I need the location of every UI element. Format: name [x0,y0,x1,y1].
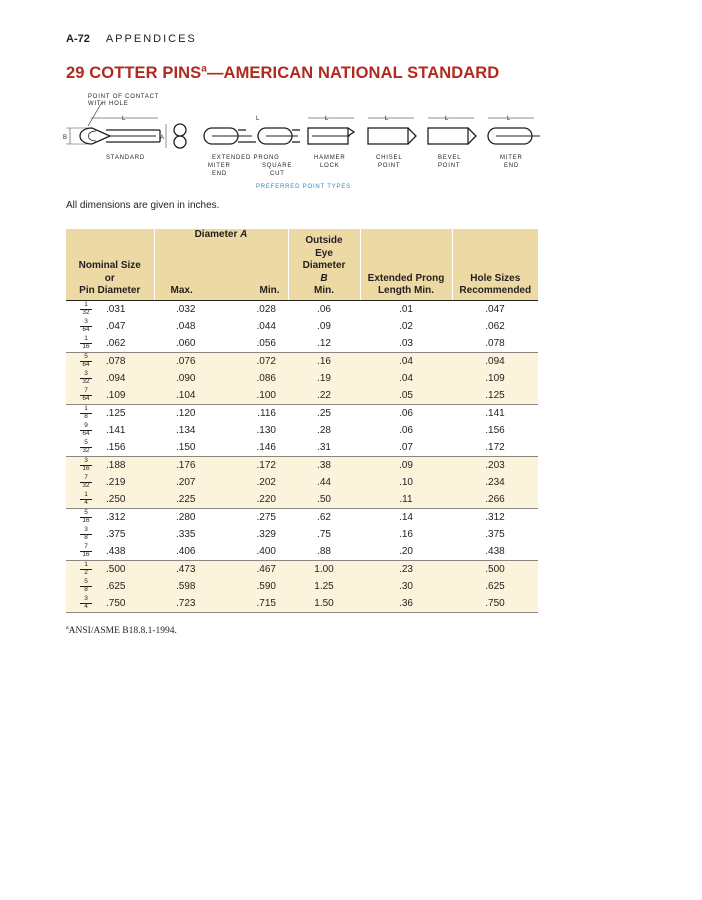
fraction-denominator: 8 [84,533,88,541]
fraction-numerator: 3 [80,319,92,327]
hole-size-cell: .047 [485,303,505,315]
fraction-numerator: 7 [80,475,92,483]
hole-size-cell: .625 [452,578,538,595]
extended-prong-cell: .11 [360,491,452,509]
table-row [66,491,538,509]
diameter-max-cell: .225 [154,491,218,509]
diameter-min-cell: .086 [218,370,288,387]
nominal-size-cell [66,543,154,561]
table-row [66,404,538,422]
square-cut-label-2: CUT [270,171,285,177]
hole-size-cell: .141 [452,404,538,422]
diameter-max-cell: .207 [154,474,218,491]
diameter-max-cell: .723 [154,595,218,613]
nominal-fraction [80,544,92,558]
fraction-denominator: 8 [84,412,88,420]
bevel-label-1: BEVEL [438,155,462,161]
miter-label-1: MITER [500,155,523,161]
extended-prong-cell: .10 [360,474,452,491]
length-label-4: L [385,116,390,122]
nominal-size-cell [66,474,154,491]
outside-eye-diameter-cell: .19 [288,370,360,387]
cotter-pin-figure [62,88,548,192]
hammer-lock-label-1: HAMMER [314,155,346,161]
nominal-size-cell [66,560,154,578]
nominal-size-cell [66,318,154,335]
nominal-decimal: .078 [106,355,126,367]
hole-size-cell: .172 [485,441,505,453]
nominal-fraction [80,336,92,350]
hole-size-cell: .094 [452,352,538,370]
fraction-numerator: 3 [80,458,92,466]
outside-eye-diameter-cell: .28 [317,424,331,436]
diameter-min-cell: .130 [256,424,276,436]
extended-prong-pin-icon [204,128,256,144]
diameter-min-cell: .467 [218,560,288,578]
contact-label-2: WITH HOLE [88,101,129,107]
nominal-decimal: .375 [106,528,126,540]
fraction-denominator: 16 [82,550,90,558]
diameter-max-cell: .598 [154,578,218,595]
fraction-numerator: 5 [80,440,92,448]
diameter-max-cell: .032 [176,303,196,315]
table-row [66,439,538,457]
diameter-max-cell: .048 [176,320,196,332]
length-label-2: L [256,116,261,122]
table-row [66,318,538,335]
miter-end-pin-icon [488,118,540,144]
fraction-numerator: 5 [80,510,92,518]
fraction-denominator: 32 [82,377,90,385]
title-main: COTTER PINS [89,64,202,82]
hole-size-cell: .375 [485,528,505,540]
table-row [66,474,538,491]
table-row [66,508,538,526]
extended-prong-cell: .30 [360,578,452,595]
nominal-size-header [66,229,154,300]
fraction-numerator: 9 [80,423,92,431]
nominal-decimal: .219 [106,476,126,488]
length-label-3: L [325,116,330,122]
outside-eye-diameter-cell: 1.00 [288,560,360,578]
nominal-fraction [80,579,92,593]
diameter-max-cell: .060 [176,337,196,349]
nominal-size-cell [66,300,154,318]
diameter-min-cell: .044 [256,320,276,332]
footnote-text: ANSI/ASME B18.8.1-1994. [68,626,177,637]
prong-header-line-1: Extended Prong [367,272,445,284]
fraction-denominator: 16 [82,516,90,524]
hole-size-cell: .062 [485,320,505,332]
fraction-numerator: 1 [80,562,92,570]
table-row [66,352,538,370]
diameter-min-cell: .146 [256,441,276,453]
extended-prong-cell: .06 [360,404,452,422]
diameter-a-header [154,229,288,248]
diameter-max-cell: .090 [154,370,218,387]
outside-header-line-2: Eye [315,247,333,259]
diameter-max-cell: .176 [154,456,218,474]
outside-eye-diameter-cell: .50 [288,491,360,509]
nominal-decimal: .062 [106,337,126,349]
contact-label-1: POINT OF CONTACT [88,94,160,100]
table-row [66,456,538,474]
table-row [66,300,538,318]
running-head [66,33,197,45]
fraction-denominator: 64 [82,360,90,368]
nominal-size-cell [66,439,154,457]
fraction-numerator: 5 [80,579,92,587]
dim-a-label: A [160,135,165,141]
nominal-size-cell [66,422,154,439]
nominal-decimal: .625 [106,580,126,592]
nominal-fraction [80,527,92,541]
outside-min-header: Min. [314,285,334,296]
extended-prong-label-3: END [212,171,228,177]
extended-prong-cell: .04 [360,352,452,370]
nominal-header-line-1: Nominal Size [78,260,141,271]
hole-header-line-1: Hole Sizes [470,272,521,284]
nominal-size-cell [66,370,154,387]
hole-size-cell: .750 [452,595,538,613]
table-body [66,300,538,612]
table-row [66,387,538,405]
outside-eye-diameter-cell: .38 [288,456,360,474]
fraction-denominator: 64 [82,429,90,437]
outside-eye-diameter-cell: .25 [288,404,360,422]
nominal-fraction [80,475,92,489]
nominal-decimal: .750 [106,597,126,609]
cotter-pin-table [66,229,538,613]
nominal-fraction [80,302,92,316]
outside-eye-diameter-cell: .88 [317,545,331,557]
extended-prong-cell: .23 [360,560,452,578]
extended-prong-cell: .03 [399,337,413,349]
min-header: Min. [218,248,288,301]
nominal-size-cell [66,578,154,595]
dimensions-note: All dimensions are given in inches. [66,200,220,211]
diameter-min-cell: .056 [256,337,276,349]
title-footnote-mark: a [201,63,207,75]
diameter-min-cell: .715 [218,595,288,613]
table-row [66,526,538,543]
nominal-decimal: .125 [106,407,126,419]
fraction-numerator: 1 [80,336,92,344]
nominal-decimal: .109 [106,389,126,401]
diameter-max-cell: .280 [154,508,218,526]
outside-header-line-3: Diameter [302,260,346,271]
hole-size-cell: .156 [485,424,505,436]
outside-eye-diameter-cell: .22 [288,387,360,405]
nominal-header-line-3: Pin Diameter [79,285,141,296]
nominal-fraction [80,596,92,610]
hole-sizes-header [452,229,538,300]
outside-eye-diameter-cell: .06 [317,303,331,315]
nominal-fraction [80,423,92,437]
outside-eye-diameter-cell: 1.50 [288,595,360,613]
diameter-min-cell: .400 [256,545,276,557]
miter-label-2: END [504,163,520,169]
fraction-denominator: 8 [84,585,88,593]
nominal-decimal: .047 [106,320,126,332]
fraction-numerator: 3 [80,596,92,604]
standard-pin-icon [66,128,160,144]
preferred-types-caption: PREFERRED POINT TYPES [256,184,351,190]
nominal-decimal: .188 [106,459,126,471]
table-row [66,543,538,561]
nominal-header-line-2: or [104,272,115,284]
extended-prong-cell: .07 [399,441,413,453]
nominal-fraction [80,492,92,506]
fraction-denominator: 64 [82,325,90,333]
diameter-header-text: Diameter [194,229,238,240]
outside-eye-diameter-cell: .75 [317,528,331,540]
fraction-denominator: 4 [84,498,88,506]
nominal-decimal: .250 [106,493,126,505]
fraction-numerator: 5 [80,354,92,362]
bevel-label-2: POINT [438,163,461,169]
nominal-size-cell [66,404,154,422]
diameter-max-cell: .150 [176,441,196,453]
diameter-min-cell: .116 [218,404,288,422]
nominal-size-cell [66,352,154,370]
table-row [66,335,538,353]
outside-header-line-1: Outside [305,235,343,246]
fraction-denominator: 16 [82,464,90,472]
nominal-size-cell [66,387,154,405]
dim-b-label: B [63,135,68,141]
footnote [66,625,177,636]
diameter-max-cell: .120 [154,404,218,422]
diameter-max-cell: .134 [176,424,196,436]
chisel-point-pin-icon [368,118,416,144]
diameter-variable: A [240,229,248,240]
diameter-max-cell: .335 [176,528,196,540]
nominal-decimal: .156 [106,441,126,453]
diameter-max-cell: .104 [154,387,218,405]
fraction-numerator: 3 [80,371,92,379]
fraction-numerator: 1 [80,302,92,310]
hole-size-cell: .203 [452,456,538,474]
nominal-size-cell [66,508,154,526]
extended-prong-cell: .01 [399,303,413,315]
diameter-max-cell: .473 [154,560,218,578]
hammer-lock-label-2: LOCK [320,163,340,169]
outside-eye-diameter-cell: .16 [288,352,360,370]
fraction-numerator: 7 [80,388,92,396]
outside-eye-diameter-cell: .62 [288,508,360,526]
diameter-min-cell: .220 [218,491,288,509]
hole-size-cell: .312 [452,508,538,526]
nominal-fraction [80,440,92,454]
nominal-size-cell [66,595,154,613]
diameter-max-cell: .076 [154,352,218,370]
extended-prong-cell: .02 [399,320,413,332]
nominal-decimal: .500 [106,563,126,575]
square-cut-label-1: SQUARE [262,163,293,169]
length-label-6: L [507,116,512,122]
hole-size-cell: .500 [452,560,538,578]
diameter-min-cell: .100 [218,387,288,405]
nominal-decimal: .031 [106,303,126,315]
fraction-denominator: 2 [84,568,88,576]
extended-prong-cell: .04 [360,370,452,387]
outside-eye-diameter-cell: .44 [288,474,360,491]
outside-eye-diameter-cell: 1.25 [288,578,360,595]
extended-prong-cell: .20 [399,545,413,557]
cotter-pin-illustrations [62,88,548,192]
outside-eye-diameter-cell: .09 [317,320,331,332]
page-title [66,64,499,83]
extended-prong-cell: .36 [360,595,452,613]
standard-label: STANDARD [106,155,145,161]
hole-size-cell: .438 [485,545,505,557]
hammer-lock-pin-icon [308,118,354,144]
page-number: A-72 [66,33,90,45]
hole-size-cell: .109 [452,370,538,387]
hole-size-cell: .234 [452,474,538,491]
extended-prong-cell: .16 [399,528,413,540]
fraction-denominator: 64 [82,394,90,402]
square-cut-pin-icon [258,128,300,144]
fraction-denominator: 4 [84,602,88,610]
nominal-size-cell [66,526,154,543]
diameter-min-cell: .590 [218,578,288,595]
nominal-fraction [80,319,92,333]
nominal-decimal: .141 [106,424,126,436]
diameter-min-cell: .275 [218,508,288,526]
nominal-fraction [80,510,92,524]
fraction-numerator: 7 [80,544,92,552]
title-number: 29 [66,64,85,82]
diameter-max-cell: .406 [176,545,196,557]
fraction-denominator: 32 [82,446,90,454]
table-row [66,595,538,613]
nominal-fraction [80,458,92,472]
footnote-mark: a [66,625,69,631]
nominal-size-cell [66,456,154,474]
nominal-decimal: .438 [106,545,126,557]
outside-eye-diameter-cell: .31 [317,441,331,453]
hole-size-cell: .078 [485,337,505,349]
nominal-fraction [80,354,92,368]
prong-header-line-2: Length Min. [377,285,435,296]
max-header: Max. [154,248,218,301]
chisel-label-2: POINT [378,163,401,169]
extended-prong-cell: .05 [360,387,452,405]
length-label-5: L [445,116,450,122]
extended-prong-label-1: EXTENDED PRONG [212,155,280,161]
nominal-fraction [80,388,92,402]
diameter-min-cell: .202 [218,474,288,491]
fraction-denominator: 32 [82,308,90,316]
nominal-fraction [80,406,92,420]
table-row [66,560,538,578]
nominal-size-cell [66,491,154,509]
extended-prong-header [360,229,452,300]
length-label-1: L [122,116,127,122]
fraction-denominator: 32 [82,481,90,489]
extended-prong-cell: .09 [360,456,452,474]
nominal-decimal: .312 [106,511,126,523]
title-rest: —AMERICAN NATIONAL STANDARD [206,64,500,82]
nominal-fraction [80,562,92,576]
extended-prong-cell: .06 [399,424,413,436]
fraction-denominator: 16 [82,342,90,350]
extended-prong-cell: .14 [360,508,452,526]
chisel-label-1: CHISEL [376,155,403,161]
outside-eye-diameter-header [288,229,360,300]
table-row [66,422,538,439]
hole-size-cell: .125 [452,387,538,405]
fraction-numerator: 1 [80,492,92,500]
extended-prong-label-2: MITER [208,163,231,169]
nominal-fraction [80,371,92,385]
outside-variable: B [320,272,328,284]
outside-eye-diameter-cell: .12 [317,337,331,349]
diameter-min-cell: .028 [256,303,276,315]
table-row [66,578,538,595]
cross-section-icon [166,124,186,148]
section-name: APPENDICES [105,33,197,45]
hole-size-cell: .266 [452,491,538,509]
nominal-size-cell [66,335,154,353]
diameter-min-cell: .172 [218,456,288,474]
fraction-numerator: 1 [80,406,92,414]
nominal-decimal: .094 [106,372,126,384]
table-row [66,370,538,387]
bevel-point-pin-icon [428,118,476,144]
fraction-numerator: 3 [80,527,92,535]
hole-header-line-2: Recommended [459,285,532,296]
diameter-min-cell: .072 [218,352,288,370]
diameter-min-cell: .329 [256,528,276,540]
